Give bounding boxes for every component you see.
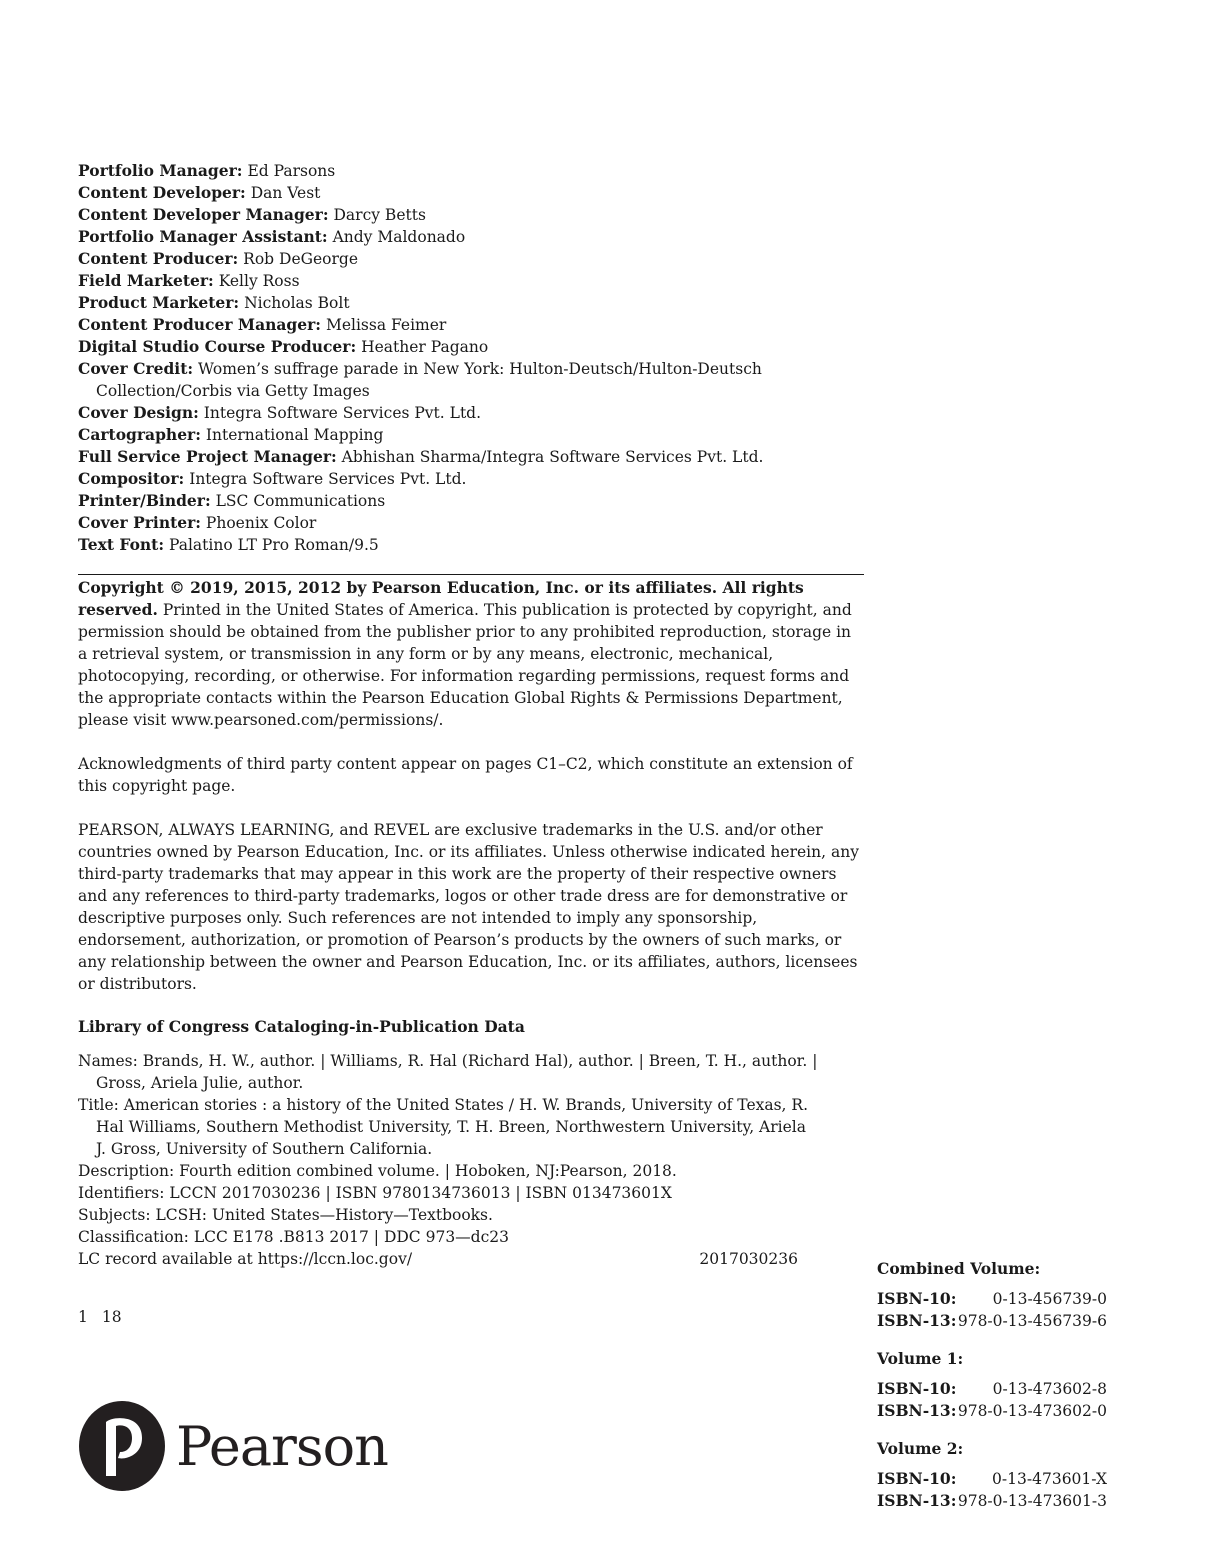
credit-value: Andy Maldonado — [327, 228, 466, 246]
printing-number: 1 — [78, 1308, 88, 1326]
isbn-heading: Volume 1: — [877, 1349, 964, 1368]
isbn10-value: 0-13-456739-0 — [992, 1290, 1107, 1308]
credit-row — [78, 182, 868, 204]
credit-value: Palatino LT Pro Roman/9.5 — [164, 536, 379, 554]
cip-identifiers: Identifiers: LCCN 2017030236 | ISBN 9780134736013 | ISBN 013473601X — [78, 1184, 672, 1202]
isbn13-value: 978-0-13-473602-0 — [957, 1402, 1107, 1420]
isbn13-value: 978-0-13-456739-6 — [957, 1312, 1107, 1330]
cip-description: Description: Fourth edition combined volume. | Hoboken, NJ:Pearson, 2018. — [78, 1162, 677, 1180]
credit-row — [78, 534, 868, 556]
credit-row — [78, 270, 868, 292]
isbn13-label: ISBN-13: — [877, 1491, 957, 1510]
credit-row — [78, 204, 868, 226]
credit-value: International Mapping — [200, 426, 384, 444]
credit-row — [78, 358, 868, 402]
credit-value: Kelly Ross — [213, 272, 300, 290]
credit-value: Women’s suffrage parade in New York: Hulton-Deutsch/Hulton-Deutsch Collection/Corbis via Getty Images — [96, 360, 762, 400]
acknowledgments-paragraph: Acknowledgments of third party content appear on pages C1–C2, which constitute an extension of this copyright page. — [78, 755, 853, 795]
isbn13-row — [877, 1310, 1107, 1332]
credit-label: Content Producer: — [78, 249, 239, 268]
isbn10-label: ISBN-10: — [877, 1469, 957, 1488]
credit-row — [78, 424, 868, 446]
credits-list — [78, 160, 868, 556]
credit-value: Darcy Betts — [328, 206, 426, 224]
cip-data — [78, 1050, 818, 1270]
credit-row — [78, 336, 868, 358]
credit-row — [78, 512, 868, 534]
credit-row — [78, 468, 868, 490]
isbn13-row — [877, 1490, 1107, 1512]
trademarks-paragraph: PEARSON, ALWAYS LEARNING, and REVEL are exclusive trademarks in the U.S. and/or other countries owned by Pearson Education, Inc. or its affiliates. Unless otherwise indicated herein, any third-party trademarks that may appear in this work are the property of their respective owners and any references to third-party trademarks, logos or other trade dress are for demonstrative or descriptive purposes only. Such references are not intended to imply any sponsorship, endorsement, authorization, or promotion of Pearson’s products by the owners of such marks, or any relationship between the owner and Pearson Education, Inc. or its affiliates, authors, licensees or distributors. — [78, 821, 859, 993]
isbn-panel — [877, 1258, 1107, 1512]
credit-value: Phoenix Color — [201, 514, 317, 532]
cip-classification: Classification: LCC E178 .B813 2017 | DDC 973—dc23 — [78, 1228, 510, 1246]
credit-label: Portfolio Manager: — [78, 161, 243, 180]
credit-label: Content Developer: — [78, 183, 246, 202]
credit-value: Nicholas Bolt — [239, 294, 350, 312]
credit-value: Abhishan Sharma/Integra Software Services Pvt. Ltd. — [336, 448, 764, 466]
isbn10-value: 0-13-473601-X — [992, 1470, 1107, 1488]
cip-lc-record: LC record available at https://lccn.loc.gov/ — [78, 1250, 413, 1268]
pearson-wordmark: Pearson — [176, 1414, 388, 1478]
credit-label: Compositor: — [78, 469, 185, 488]
cip-subjects: Subjects: LCSH: United States—History—Textbooks. — [78, 1206, 493, 1224]
credit-label: Content Developer Manager: — [78, 205, 329, 224]
isbn-heading: Volume 2: — [877, 1439, 964, 1458]
section-divider — [78, 574, 864, 575]
isbn13-row — [877, 1400, 1107, 1422]
isbn10-row — [877, 1378, 1107, 1400]
copyright-paragraph — [78, 577, 864, 731]
credit-row — [78, 292, 868, 314]
pearson-p-icon — [78, 1400, 166, 1492]
pearson-logo — [78, 1400, 388, 1492]
credit-row — [78, 446, 868, 468]
isbn10-row — [877, 1288, 1107, 1310]
cip-title: Library of Congress Cataloging-in-Publication Data — [78, 1017, 525, 1036]
credit-label: Digital Studio Course Producer: — [78, 337, 357, 356]
credit-label: Field Marketer: — [78, 271, 214, 290]
credit-value: Ed Parsons — [242, 162, 336, 180]
credit-row — [78, 490, 868, 512]
credit-label: Printer/Binder: — [78, 491, 211, 510]
credit-value: Integra Software Services Pvt. Ltd. — [184, 470, 467, 488]
credit-label: Portfolio Manager Assistant: — [78, 227, 328, 246]
credit-row — [78, 248, 868, 270]
credit-value: Melissa Feimer — [321, 316, 447, 334]
credit-value: Rob DeGeorge — [238, 250, 359, 268]
credit-value: Dan Vest — [245, 184, 321, 202]
credit-row — [78, 226, 868, 248]
credit-row — [78, 314, 868, 336]
copyright-section — [78, 577, 864, 995]
isbn13-value: 978-0-13-473601-3 — [957, 1492, 1107, 1510]
isbn10-value: 0-13-473602-8 — [992, 1380, 1107, 1398]
credit-label: Cover Credit: — [78, 359, 194, 378]
copyright-statement: Copyright © 2019, 2015, 2012 by Pearson Education, Inc. or its affiliates. All rights reserved. — [78, 578, 804, 619]
printer-line — [78, 1306, 136, 1328]
cip-names: Names: Brands, H. W., author. | Williams, R. Hal (Richard Hal), author. | Breen, T. H., author. | Gross, Ariela Julie, author. — [78, 1052, 818, 1092]
credit-label: Cover Design: — [78, 403, 199, 422]
isbn10-row — [877, 1468, 1107, 1490]
credit-value: LSC Communications — [210, 492, 386, 510]
credit-label: Cartographer: — [78, 425, 201, 444]
cip-title-entry: Title: American stories : a history of the United States / H. W. Brands, University of Texas, R. Hal Williams, Southern Methodist University, T. H. Breen, Northwestern University, Ariela J. Gross, University of Southern California. — [78, 1096, 809, 1158]
isbn-heading: Combined Volume: — [877, 1259, 1041, 1278]
credit-row — [78, 160, 868, 182]
credit-row — [78, 402, 868, 424]
isbn13-label: ISBN-13: — [877, 1311, 957, 1330]
credit-value: Integra Software Services Pvt. Ltd. — [198, 404, 482, 422]
credit-label: Full Service Project Manager: — [78, 447, 337, 466]
isbn10-label: ISBN-10: — [877, 1379, 957, 1398]
credit-value: Heather Pagano — [356, 338, 489, 356]
printing-year: 18 — [101, 1308, 122, 1326]
credit-label: Product Marketer: — [78, 293, 240, 312]
copyright-body: Printed in the United States of America. This publication is protected by copyright, and permission should be obtained from the publisher prior to any prohibited reproduction, storage in a retrieval system, or transmission in any form or by any means, electronic, mechanical, photocopying, recording, or otherwise. For information regarding permissions, request forms and the appropriate contacts within the Pearson Education Global Rights & Permissions Department, please visit www.pearsoned.com/permissions/. — [78, 601, 852, 729]
credit-label: Text Font: — [78, 535, 165, 554]
cip-lc-record-row — [78, 1248, 798, 1270]
isbn10-label: ISBN-10: — [877, 1289, 957, 1308]
credit-label: Content Producer Manager: — [78, 315, 322, 334]
cip-lccn: 2017030236 — [699, 1250, 798, 1268]
credit-label: Cover Printer: — [78, 513, 201, 532]
isbn13-label: ISBN-13: — [877, 1401, 957, 1420]
